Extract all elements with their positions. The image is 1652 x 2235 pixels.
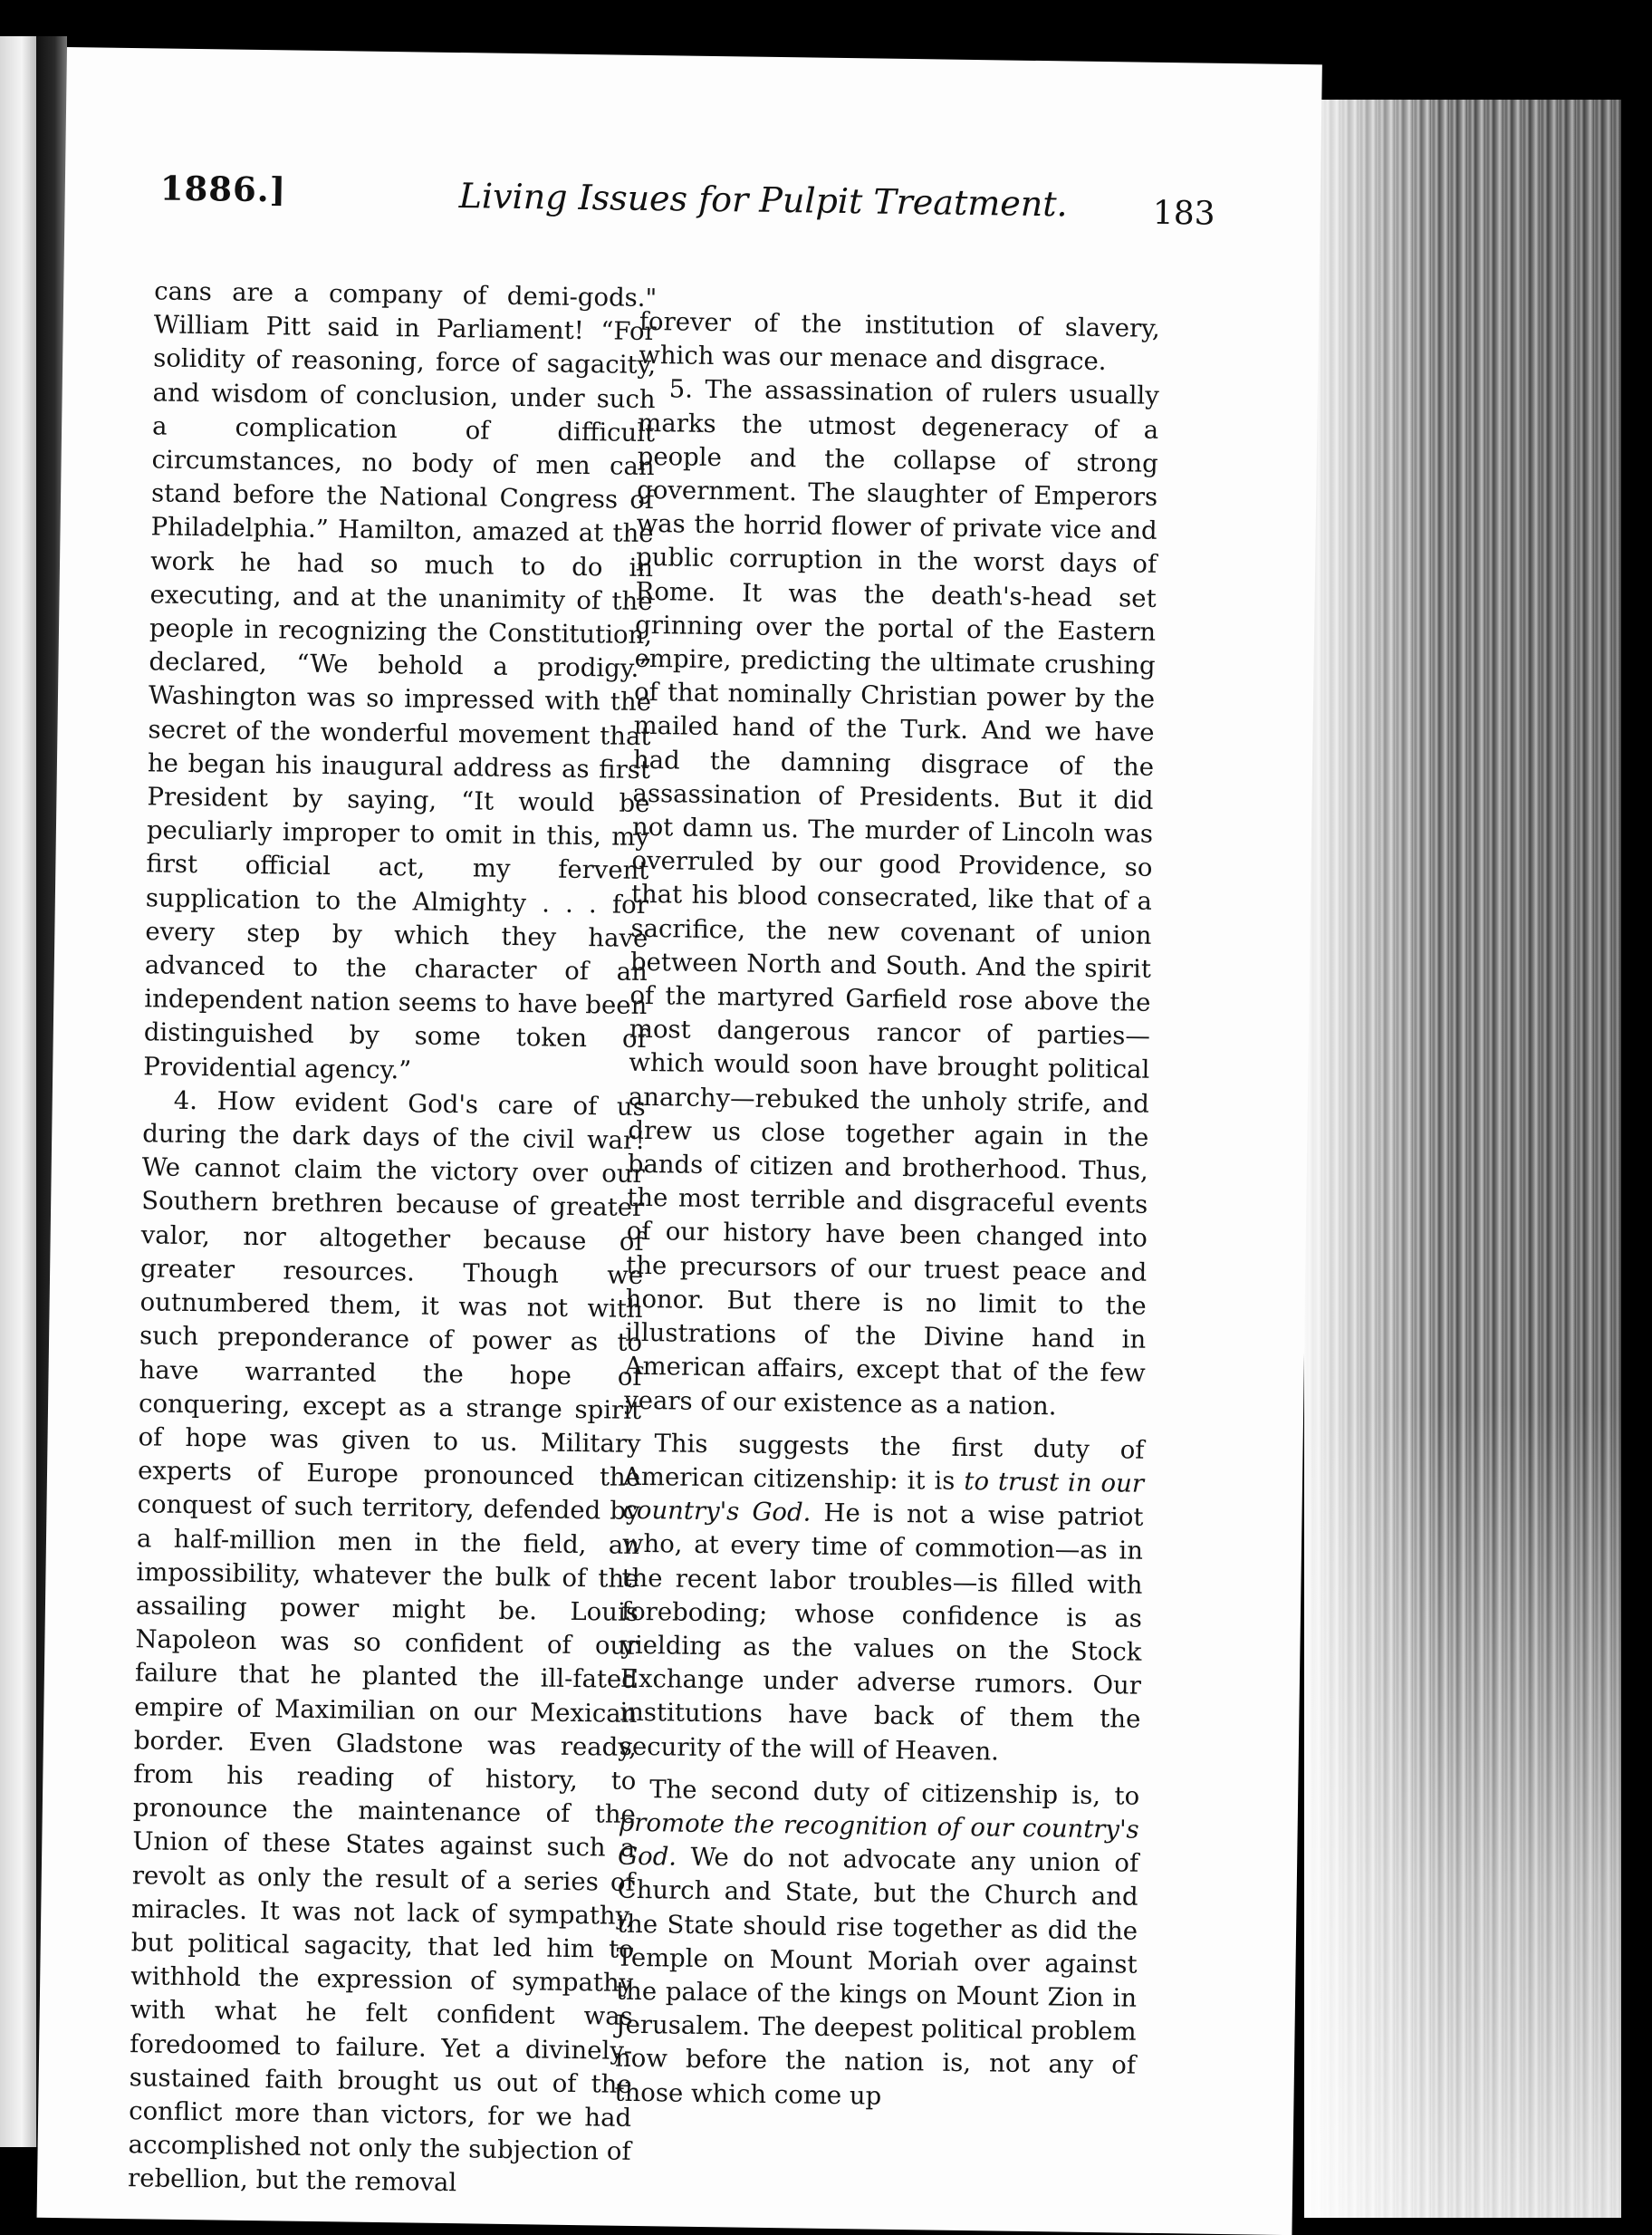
right-paragraph-4-text: The second duty of citizenship is, to — [648, 1774, 1140, 1811]
right-paragraph-4-emphasis: promote the recognition of our country's God. — [617, 1807, 1139, 1872]
right-column — [614, 305, 1160, 2117]
previous-page-edge — [0, 36, 36, 2147]
right-paragraph-3-emphasis: to trust in our country's God. — [622, 1466, 1145, 1527]
book-page — [37, 47, 1322, 2235]
left-paragraph-1: cans are a company of demi-gods." William Pitt said in Parliament! “For solidity of reasoning, force of sagacity, and wisdom of conclusion, under such a complication of difficult circumstances, no body of men can stand before the National Congress of Philadelphia.” Hamilton, amazed at the work he had so much to do in executing, and at the unanimity of the people in recognizing the Constitution, declared, “We behold a prodigy.” Washington was so impressed with the secret of the wonderful movement that he began his inaugural address as first President by saying, “It would be peculiarly improper to omit in this, my first official act, my fervent supplication to the Almighty . . . for every step by which they have advanced to the character of an independent nation seems to have been distinguished by some token of Providential agency.” — [143, 276, 658, 1085]
running-head-year: 1886.] — [159, 168, 287, 210]
right-paragraph-3-text: This suggests the first duty of American citizenship: it is — [622, 1428, 1145, 1496]
book-fore-edge — [1304, 100, 1621, 2218]
left-column — [128, 275, 658, 2202]
right-paragraph-1: forever of the institution of slavery, which was our menace and disgrace. — [639, 306, 1161, 377]
right-paragraph-3 — [620, 1426, 1145, 1770]
running-head-title: Living Issues for Pulpit Treatment. — [458, 176, 1068, 225]
right-paragraph-4-text-cont: We do not advocate any union of Church and State, but the Church and the State should rise together as did the Temple on Mount Moriah over against the palace of the kings on Mount Zion in Jerusalem. The deepest political problem now before the nation is, not any of those which come up — [614, 1842, 1139, 2111]
left-paragraph-2: 4. How evident God's care of us during the dark days of the civil war! We cannot claim the victory over our Southern brethren because of greater valor, nor altogether because of greater resources. Though we outnumbered them, it was not with such preponderance of power as to have warranted the hope of conquering, except as a strange spirit of hope was given to us. Military experts of Europe pronounced the conquest of such territory, defended by a half-million men in the field, an impossibility, whatever the bulk of the assailing power might be. Louis Napoleon was so confident of our failure that he planted the ill-fated empire of Maximilian on our Mexican border. Even Gladstone was ready, from his reading of history, to pronounce the maintenance of the Union of these States against such a revolt as only the result of a series of miracles. It was not lack of sympathy, but political sagacity, that led him to withhold the expression of sympathy with what he felt confident was foredoomed to failure. Yet a divinely-sustained faith brought us out of the conflict more than victors, for we had accomplished not only the subjection of rebellion, but the removal — [127, 1085, 646, 2198]
right-paragraph-2: 5. The assassination of rulers usually marks the utmost degeneracy of a people and the collapse of strong government. The slaughter of Emperors was the horrid flower of private vice and public corruption in the worst days of Rome. It was the death's-head set grinning over the portal of the Eastern empire, predicting the ultimate crushing of that nominally Christian power by the mailed hand of the Turk. And we have had the damning disgrace of the assassination of Presidents. But it did not damn us. The murder of Lincoln was overruled by our good Providence, so that his blood consecrated, like that of a sacrifice, the new covenant of union between North and South. And the spirit of the martyred Garfield rose above the most dangerous rancor of parties—which would soon have brought political anarchy—rebuked the unholy strife, and drew us close together again in the bands of citizen and brotherhood. Thus, the most terrible and disgraceful events of our history have been changed into the precursors of our truest peace and honor. But there is no limit to the illustrations of the Divine hand in American affairs, except that of the few years of our existence as a nation. — [623, 374, 1159, 1421]
running-head — [159, 168, 1215, 236]
right-paragraph-4 — [614, 1772, 1139, 2116]
page-number: 183 — [1152, 194, 1215, 233]
right-paragraph-3-text-cont: He is not a wise patriot who, at every time of commotion—as in the recent labor troubles—is filled with foreboding; whose confidence is as yielding as the values on the Stock Exchange under adverse rumors. Our institutions have back of them the security of the will of Heaven. — [619, 1498, 1144, 1767]
